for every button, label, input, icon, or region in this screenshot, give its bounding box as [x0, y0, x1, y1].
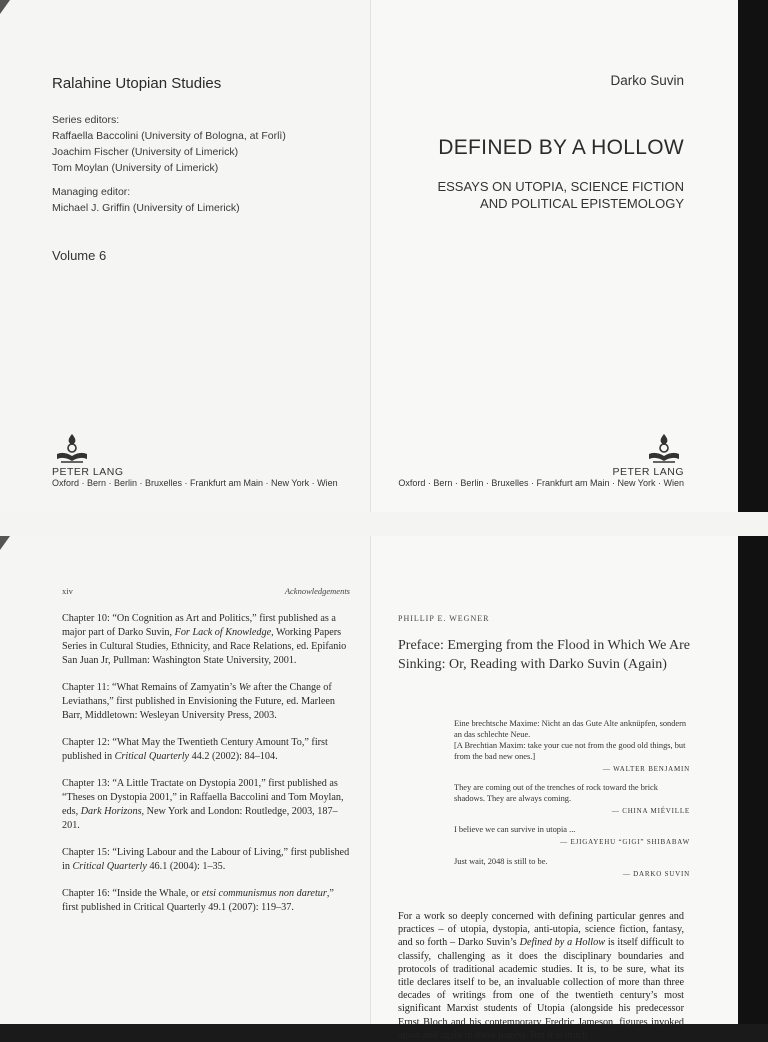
- page-corner-mark: [0, 0, 10, 14]
- book-author: Darko Suvin: [610, 73, 684, 88]
- epigraph-translation: [A Brechtian Maxim: take your cue not from the good old things, but from the bad new ones.]: [454, 741, 686, 761]
- title-page: [370, 0, 739, 512]
- ack-text: Chapter 11: “What Remains of Zamyatin’s: [62, 682, 239, 693]
- bottom-spread: [0, 536, 768, 1041]
- ack-text: ,” first published in Critical Quarterly 49.1 (2007): 119–37.: [62, 888, 334, 913]
- top-spread: [0, 0, 768, 512]
- publisher-logo-icon: [54, 432, 90, 466]
- ack-text: Chapter 15: “Living Labour and the Labour of Living,” first published in: [62, 847, 350, 872]
- running-head: [62, 586, 350, 596]
- body-italic: Defined by a Hollow: [519, 937, 605, 949]
- ack-entry: [62, 777, 352, 833]
- body-text: is itself difficult to classify, challenging as it does the disciplinary boundaries and protocols of traditional academic studies. It is, to be sure, what its title declares itself to be, an invaluable collection of more than three decades of writings from one of the twentieth century’s most significant Marxist students of Utopia (alongside his predecessor Ernst Bloch and his contemporary Fredric Jameson, figures invoked again and again in these pages). But it is much: [398, 937, 684, 1041]
- publisher-name: PETER LANG: [52, 466, 124, 478]
- publisher-block: [52, 432, 338, 488]
- ack-italic: Critical Quarterly: [114, 751, 190, 762]
- publisher-name: PETER LANG: [612, 466, 684, 478]
- epigraph-attribution: — WALTER BENJAMIN: [602, 765, 690, 773]
- epigraph: [454, 856, 690, 880]
- epigraph: [454, 782, 690, 817]
- preface-author: PHILLIP E. WEGNER: [398, 614, 490, 623]
- epigraph-attribution: — EJIGAYEHU “GIGI” SHIBABAW: [560, 838, 690, 846]
- ack-text: 46.1 (2004): 1–35.: [146, 861, 226, 872]
- ack-italic: etsi communismus non daretur: [201, 888, 327, 899]
- publisher-block: [398, 432, 684, 488]
- series-title: Ralahine Utopian Studies: [52, 75, 222, 92]
- publisher-cities: Oxford · Bern · Berlin · Bruxelles · Frankfurt am Main · New York · Wien: [398, 478, 684, 488]
- scan-edge: [738, 0, 768, 512]
- ack-text: Chapter 12: “What May the Twentieth Century Amount To,” first published in: [62, 737, 328, 762]
- epigraph-text: They are coming out of the trenches of rock toward the brick shadows. They are always coming.: [454, 783, 658, 803]
- epigraph-text: Eine brechtsche Maxime: Nicht an das Gute Alte anknüpfen, sondern an das schlechte Neue.: [454, 719, 687, 739]
- scan-edge: [738, 536, 768, 1024]
- ack-text: Chapter 10: “On Cognition as Art and Politics,” first published as a major part of Darko Suvin,: [62, 613, 336, 638]
- ack-italic: Critical Quarterly: [72, 861, 147, 872]
- series-page: [0, 0, 370, 512]
- epigraph-attribution: — CHINA MIÉVILLE: [611, 807, 690, 815]
- epigraph-text: Just wait, 2048 is still to be.: [454, 857, 548, 866]
- epigraph-text: I believe we can survive in utopia ...: [454, 825, 576, 834]
- series-editor: Joachim Fischer (University of Limerick): [52, 146, 239, 158]
- ack-italic: We: [238, 682, 251, 693]
- epigraph: [454, 824, 690, 848]
- publisher-logo-icon: [646, 432, 682, 466]
- book-subtitle-line: ESSAYS ON UTOPIA, SCIENCE FICTION: [437, 179, 684, 194]
- epigraph: [454, 718, 690, 775]
- series-editor: Tom Moylan (University of Limerick): [52, 162, 219, 174]
- book-title: DEFINED BY A HOLLOW: [438, 136, 684, 159]
- ack-text: , New York and London: Routledge, 2003, 187–201.: [62, 806, 338, 831]
- publisher-cities: Oxford · Bern · Berlin · Bruxelles · Frankfurt am Main · New York · Wien: [52, 478, 338, 488]
- epigraph-attribution: — DARKO SUVIN: [622, 870, 690, 878]
- body-text: For a work so deeply concerned with defining particular genres and practices – of utopia, dystopia, anti-utopia, science fiction, fantasy, and so forth – Darko Suvin’s: [398, 911, 684, 949]
- ack-entry: [62, 612, 352, 668]
- running-head-title: Acknowledgements: [284, 586, 350, 596]
- ack-entry: [62, 887, 352, 915]
- managing-editor-label: Managing editor:: [52, 186, 131, 198]
- ack-entry: [62, 681, 352, 723]
- ack-text: , Working Papers Series in Cultural Studies, Ethnicity, and Race Relations, ed. Epifanio San Juan Jr, Pullman: Washington State University, 2001.: [62, 627, 347, 666]
- acknowledgements-page: [0, 536, 370, 1024]
- ack-entry: [62, 846, 352, 874]
- managing-editor: Michael J. Griffin (University of Limerick): [52, 202, 240, 214]
- acknowledgements-list: [62, 612, 352, 928]
- ack-text: Chapter 16: “Inside the Whale, or: [62, 888, 202, 899]
- ack-text: 44.2 (2002): 84–104.: [189, 751, 278, 762]
- page-corner-mark: [0, 536, 10, 550]
- volume-number: Volume 6: [52, 248, 107, 263]
- ack-italic: Dark Horizons: [80, 806, 142, 817]
- ack-italic: For Lack of Knowledge: [174, 627, 272, 638]
- preface-title: Preface: Emerging from the Flood in Which We Are Sinking: Or, Reading with Darko Suvin (Again): [398, 638, 691, 672]
- spread-divider: [0, 512, 768, 536]
- book-subtitle-line: AND POLITICAL EPISTEMOLOGY: [480, 196, 684, 211]
- series-editor: Raffaella Baccolini (University of Bologna, at Forlì): [52, 130, 286, 142]
- managing-editor-block: [52, 184, 240, 216]
- series-editors-block: [52, 112, 286, 176]
- ack-entry: [62, 736, 352, 764]
- page-number: xiv: [62, 586, 73, 596]
- ack-text: Chapter 13: “A Little Tractate on Dystopia 2001,” first published as “Theses on Dystopia 2001,” in Raffaella Baccolini and Tom Moylan, eds,: [62, 778, 344, 817]
- book-subtitle: [437, 178, 684, 212]
- ack-text: after the Change of Leviathans,” first published in Envisioning the Future, ed. Marleen Barr, Middletown: Wesleyan University Press, 2003.: [62, 682, 336, 721]
- preface-body: [398, 910, 684, 1042]
- series-editors-label: Series editors:: [52, 114, 120, 126]
